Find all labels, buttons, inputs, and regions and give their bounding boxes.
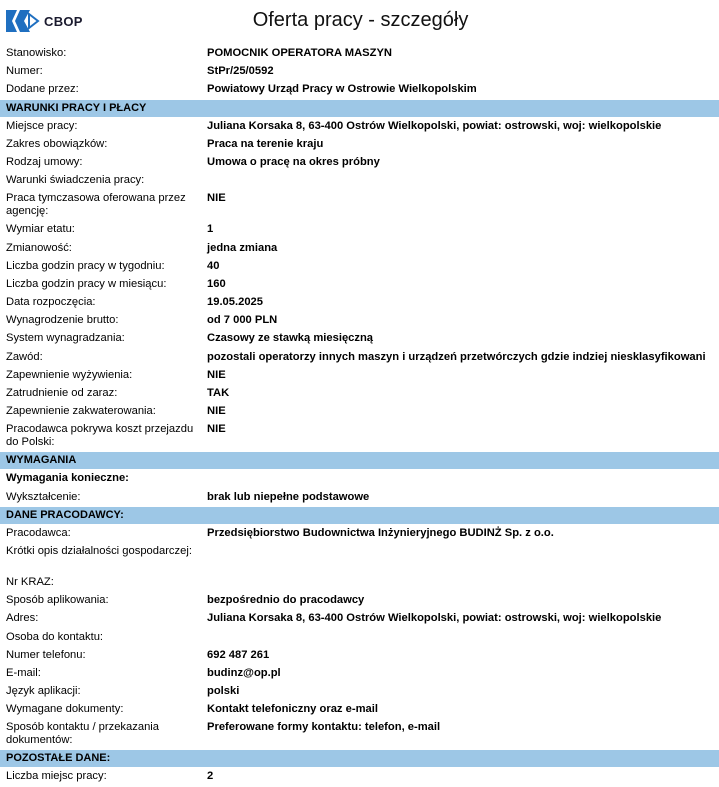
detail-row [0, 63, 719, 81]
detail-value: 40 [207, 259, 220, 272]
page-title: Oferta pracy - szczegóły [252, 9, 469, 31]
detail-value [199, 172, 719, 174]
detail-value: Juliana Korsaka 8, 63-400 Ostrów Wielkopolski, powiat: ostrowski, woj: wielkopolskie [207, 612, 662, 625]
detail-value [199, 543, 719, 545]
detail-row [0, 45, 719, 63]
detail-value: StPr/25/0592 [207, 65, 274, 78]
detail-label: Rodzaj umowy: [6, 155, 83, 168]
detail-label: Praca tymczasowa oferowana przez agencję: [6, 192, 186, 218]
detail-label: Numer telefonu: [6, 648, 86, 661]
detail-value: 160 [207, 277, 226, 290]
detail-row [0, 118, 719, 136]
detail-row [0, 172, 719, 190]
offer-details-table [0, 45, 719, 787]
detail-label: Zawód: [6, 350, 43, 363]
detail-row [0, 385, 719, 403]
detail-row [0, 701, 719, 719]
detail-row [0, 719, 719, 750]
detail-label: Nr KRAZ: [6, 575, 54, 588]
detail-value: NIE [207, 368, 226, 381]
detail-row [0, 190, 719, 221]
detail-label: Dodane przez: [6, 83, 79, 96]
detail-row [0, 258, 719, 276]
subheading-required: Wymagania konieczne: [6, 472, 129, 485]
detail-label: System wynagradzania: [6, 332, 125, 345]
detail-label: Numer: [6, 65, 43, 78]
detail-value [199, 574, 719, 576]
detail-label: E-mail: [6, 666, 41, 679]
section-heading-pracodawca: DANE PRACODAWCY: [0, 507, 719, 524]
detail-value: Przedsiębiorstwo Budownictwa Inżynieryjnego BUDINŻ Sp. z o.o. [207, 526, 554, 539]
detail-row [0, 421, 719, 452]
detail-row [0, 768, 719, 786]
detail-value: brak lub niepełne podstawowe [207, 490, 370, 503]
detail-label: Język aplikacji: [6, 685, 81, 698]
detail-label: Stanowisko: [6, 47, 67, 59]
detail-label: Adres: [6, 612, 39, 625]
detail-label: Sposób kontaktu / przekazania dokumentów: [6, 721, 159, 747]
detail-row [0, 525, 719, 543]
detail-row [0, 349, 719, 367]
detail-row [0, 403, 719, 421]
detail-row [0, 294, 719, 312]
detail-row [0, 610, 719, 628]
detail-label: Zatrudnienie od zaraz: [6, 387, 118, 399]
logo-text: CBOP [44, 13, 83, 29]
section-heading-warunki: WARUNKI PRACY I PŁACY [0, 100, 719, 117]
detail-label: Sposób aplikowania: [6, 594, 109, 607]
detail-value: NIE [207, 192, 226, 205]
detail-value: Kontakt telefoniczny oraz e-mail [207, 703, 378, 716]
detail-label: Liczba godzin pracy w tygodniu: [6, 259, 165, 272]
detail-label: Zmianowość: [6, 241, 72, 254]
detail-label: Miejsce pracy: [6, 119, 78, 132]
detail-value: NIE [207, 423, 226, 436]
detail-value: polski [207, 685, 240, 698]
detail-row [0, 330, 719, 348]
detail-row [0, 647, 719, 665]
detail-value: od 7 000 PLN [207, 314, 278, 327]
detail-row [0, 154, 719, 172]
detail-row [0, 276, 719, 294]
detail-row [0, 683, 719, 701]
detail-value: Praca na terenie kraju [207, 137, 324, 150]
detail-row [0, 240, 719, 258]
detail-label: Data rozpoczęcia: [6, 296, 96, 309]
section-heading-wymagania: WYMAGANIA [0, 452, 719, 469]
detail-value: 692 487 261 [207, 648, 270, 661]
detail-value: bezpośrednio do pracodawcy [207, 594, 365, 607]
detail-label: Wynagrodzenie brutto: [6, 314, 119, 327]
detail-row [0, 489, 719, 507]
detail-row [0, 592, 719, 610]
detail-value: Umowa o pracę na okres próbny [207, 155, 380, 168]
detail-value: NIE [207, 405, 226, 418]
detail-value: 19.05.2025 [207, 296, 263, 309]
detail-label: Osoba do kontaktu: [6, 630, 104, 643]
detail-value: Czasowy ze stawką miesięczną [207, 332, 374, 345]
detail-row [0, 665, 719, 683]
detail-label: Pracodawca pokrywa koszt przejazdu do Polski: [6, 423, 194, 449]
detail-label: Wymiar etatu: [6, 223, 75, 236]
detail-row [0, 543, 719, 574]
detail-label: Zapewnienie wyżywienia: [6, 368, 133, 381]
detail-row [0, 312, 719, 330]
detail-label: Zakres obowiązków: [6, 137, 108, 150]
detail-label: Liczba godzin pracy w miesiącu: [6, 277, 167, 290]
detail-row [0, 221, 719, 239]
detail-value: Powiatowy Urząd Pracy w Ostrowie Wielkopolskim [207, 83, 477, 96]
detail-row [0, 81, 719, 99]
detail-value: 1 [207, 223, 214, 236]
detail-row [0, 367, 719, 385]
detail-value: Juliana Korsaka 8, 63-400 Ostrów Wielkopolski, powiat: ostrowski, woj: wielkopolskie [207, 119, 662, 132]
detail-label: Pracodawca: [6, 526, 71, 539]
section-heading-pozostale: POZOSTAŁE DANE: [0, 750, 719, 767]
detail-label: Wykształcenie: [6, 490, 81, 503]
detail-label: Liczba miejsc pracy: [6, 770, 107, 783]
detail-row [0, 136, 719, 154]
detail-value [199, 629, 719, 631]
detail-label: Wymagane dokumenty: [6, 703, 124, 716]
detail-value: jedna zmiana [207, 241, 278, 254]
detail-label: Krótki opis działalności gospodarczej: [6, 544, 192, 557]
detail-value: POMOCNIK OPERATORA MASZYN [207, 47, 393, 59]
detail-value: TAK [207, 387, 230, 399]
detail-label: Warunki świadczenia pracy: [6, 174, 145, 187]
detail-value: Preferowane formy kontaktu: telefon, e-mail [207, 721, 441, 734]
detail-row [0, 629, 719, 647]
detail-value: 2 [207, 770, 214, 783]
detail-row [0, 574, 719, 592]
detail-value: pozostali operatorzy innych maszyn i urządzeń przetwórczych gdzie indziej niesklasyfikowani [207, 350, 706, 363]
detail-label: Zapewnienie zakwaterowania: [6, 405, 156, 418]
detail-value: budinz@op.pl [207, 666, 281, 679]
